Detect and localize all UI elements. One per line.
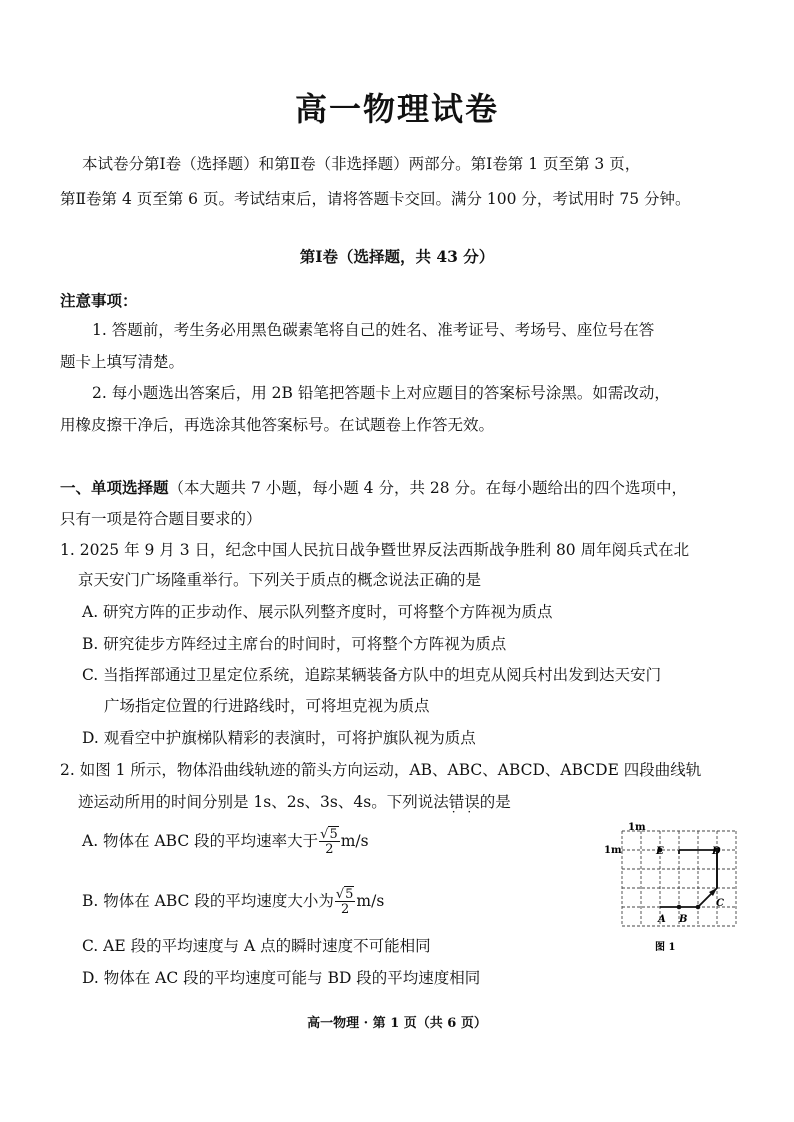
point-c-label: C <box>716 898 724 909</box>
part1-heading-line <box>60 479 687 497</box>
point-b-dot <box>696 905 701 910</box>
sqrt5-over-2-fraction: $\frac{√5}{2}$ <box>335 887 354 917</box>
trajectory-path <box>660 850 717 907</box>
point-e-label: E <box>656 846 664 857</box>
notice-item-1-line-2: 题卡上填写清楚。 <box>60 353 185 371</box>
q2-stem-text-end: 的是 <box>479 793 511 811</box>
q1-option-c-line-1: C. 当指挥部通过卫星定位系统，追踪某辆装备方队中的坦克从阅兵村出发到达天安门 <box>82 666 662 684</box>
trajectory-points <box>658 848 720 910</box>
emphasis-word: 错误 · · <box>449 793 480 811</box>
fraction-numerator: 5 <box>345 887 354 902</box>
intro-line-2: 第Ⅱ卷第 4 页至第 6 页。考试结束后，请将答题卡交回。满分 100 分，考试用时 75 分钟。 <box>60 190 691 208</box>
figure-1-grid <box>600 818 750 958</box>
q2-stem-line-1: 2. 如图 1 所示，物体沿曲线轨迹的箭头方向运动，AB、ABC、ABCD、ABCDE 四段曲线轨 <box>60 761 702 779</box>
point-d-label: D <box>712 846 721 857</box>
q1-option-a: A. 研究方阵的正步动作、展示队列整齐度时，可将整个方阵视为质点 <box>82 603 553 621</box>
point-a-dot <box>677 905 682 910</box>
page-footer: 高一物理 · 第 1 页（共 6 页） <box>307 1016 487 1031</box>
q2-stem-text: 迹运动所用的时间分别是 1s、2s、3s、4s。下列说法 <box>78 793 449 811</box>
section-header: 第Ⅰ卷（选择题，共 43 分） <box>299 247 495 266</box>
q2-option-c: C. AE 段的平均速度与 A 点的瞬时速度不可能相同 <box>82 937 431 955</box>
scale-label-top: 1m <box>628 822 646 833</box>
fraction-denominator: 2 <box>335 901 356 916</box>
point-a-label: A <box>658 914 666 925</box>
part1-desc-line-1: （本大题共 7 小题，每小题 4 分，共 28 分。在每小题给出的四个选项中， <box>168 479 688 497</box>
q2-stem-line-2 <box>78 793 511 811</box>
point-b-label: B <box>679 914 688 925</box>
q2-option-a <box>82 828 369 856</box>
page-title: 高一物理试卷 <box>294 90 499 128</box>
q1-option-c-line-2: 广场指定位置的行进路线时，可将坦克视为质点 <box>104 697 430 715</box>
intro-line-1: 本试卷分第Ⅰ卷（选择题）和第Ⅱ卷（非选择题）两部分。第Ⅰ卷第 1 页至第 3 页， <box>82 155 641 173</box>
figure-caption: 图 1 <box>655 942 676 953</box>
unit: m/s <box>356 892 385 910</box>
unit: m/s <box>340 832 369 850</box>
notice-item-2-line-2: 用橡皮擦干净后，再选涂其他答案标号。在试题卷上作答无效。 <box>60 416 495 434</box>
q1-option-b: B. 研究徒步方阵经过主席台的时间时，可将整个方阵视为质点 <box>82 635 507 653</box>
scale-label-left: 1m <box>604 845 622 856</box>
q2-option-d: D. 物体在 AC 段的平均速度可能与 BD 段的平均速度相同 <box>82 969 481 987</box>
q1-stem-line-2: 京天安门广场隆重举行。下列关于质点的概念说法正确的是 <box>78 571 482 589</box>
fraction-denominator: 2 <box>319 841 340 856</box>
q2-option-b <box>82 888 384 916</box>
notice-item-2-line-1: 2. 每小题选出答案后，用 2B 铅笔把答题卡上对应题目的答案标号涂黑。如需改动， <box>92 384 670 402</box>
q2-option-b-text: B. 物体在 ABC 段的平均速度大小为 <box>82 892 334 910</box>
part1-desc-line-2: 只有一项是符合题目要求的） <box>60 510 262 528</box>
q1-option-d: D. 观看空中护旗梯队精彩的表演时，可将护旗队视为质点 <box>82 729 476 747</box>
notice-item-1-line-1: 1. 答题前，考生务必用黑色碳素笔将自己的姓名、准考证号、考场号、座位号在答 <box>92 321 655 339</box>
sqrt5-over-2-fraction: $\frac{√5}{2}$ <box>320 827 338 857</box>
part1-heading: 一、单项选择题 <box>60 478 169 497</box>
q2-option-a-text: A. 物体在 ABC 段的平均速率大于 <box>82 832 319 850</box>
fraction-numerator: 5 <box>329 827 338 842</box>
notice-heading: 注意事项： <box>60 291 138 310</box>
q1-stem-line-1: 1. 2025 年 9 月 3 日，纪念中国人民抗日战争暨世界反法西斯战争胜利 80 周年阅兵式在北 <box>60 541 690 559</box>
